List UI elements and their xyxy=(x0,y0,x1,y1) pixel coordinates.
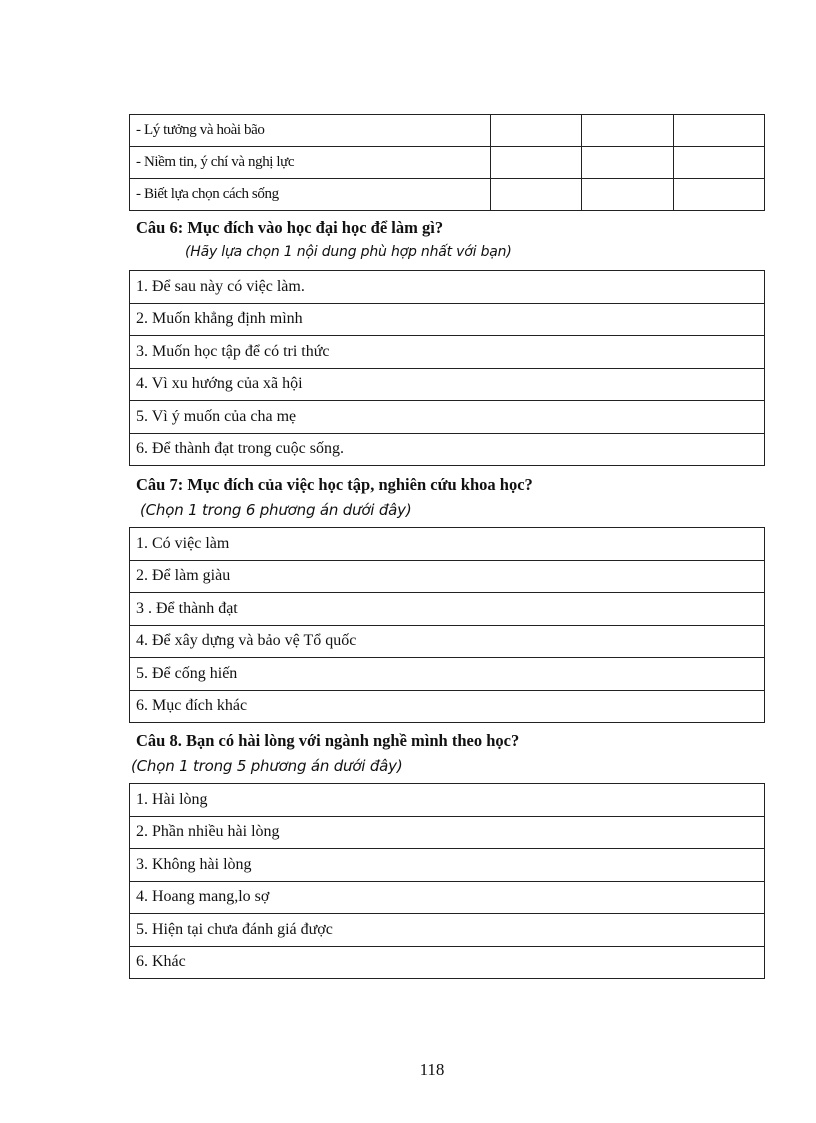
question-6-options xyxy=(129,270,765,466)
option-row xyxy=(130,816,765,849)
table-row xyxy=(130,115,765,147)
option-text: 6. Mục đích khác xyxy=(130,690,765,723)
option-text: 1. Có việc làm xyxy=(130,528,765,561)
option-text: 6. Để thành đạt trong cuộc sống. xyxy=(130,433,765,466)
option-text: 4. Để xây dựng và bảo vệ Tổ quốc xyxy=(130,625,765,658)
rating-cell xyxy=(582,115,673,147)
option-row xyxy=(130,784,765,817)
row-label: - Niềm tin, ý chí và nghị lực xyxy=(130,147,491,179)
assessment-table xyxy=(129,114,765,211)
row-label: - Lý tưởng và hoài bão xyxy=(130,115,491,147)
option-row xyxy=(130,433,765,466)
option-text: 4. Hoang mang,lo sợ xyxy=(130,881,765,914)
option-row xyxy=(130,658,765,691)
option-text: 1. Để sau này có việc làm. xyxy=(130,271,765,304)
page-number: 118 xyxy=(419,1060,445,1079)
rating-cell xyxy=(490,179,581,211)
option-row xyxy=(130,914,765,947)
option-row xyxy=(130,368,765,401)
option-row xyxy=(130,271,765,304)
option-text: 1. Hài lòng xyxy=(130,784,765,817)
question-8-options xyxy=(129,783,765,979)
question-8-hint: (Chọn 1 trong 5 phương án dưới đây) xyxy=(131,757,403,775)
question-6-title: Câu 6: Mục đích vào học đại học để làm gì? xyxy=(136,218,444,237)
question-8-title: Câu 8. Bạn có hài lòng với ngành nghề mình theo học? xyxy=(136,731,520,750)
option-text: 5. Vì ý muốn của cha mẹ xyxy=(130,401,765,434)
rating-cell xyxy=(490,147,581,179)
option-text: 3. Không hài lòng xyxy=(130,849,765,882)
question-7-hint: (Chọn 1 trong 6 phương án dưới đây) xyxy=(140,501,412,519)
option-row xyxy=(130,336,765,369)
option-text: 2. Để làm giàu xyxy=(130,560,765,593)
question-7-options xyxy=(129,527,765,723)
option-text: 2. Muốn khẳng định mình xyxy=(130,303,765,336)
rating-cell xyxy=(490,115,581,147)
option-text: 3. Muốn học tập để có tri thức xyxy=(130,336,765,369)
option-row xyxy=(130,690,765,723)
rating-cell xyxy=(673,179,764,211)
option-row xyxy=(130,881,765,914)
rating-cell xyxy=(673,115,764,147)
option-text: 4. Vì xu hướng của xã hội xyxy=(130,368,765,401)
option-text: 5. Hiện tại chưa đánh giá được xyxy=(130,914,765,947)
rating-cell xyxy=(582,147,673,179)
option-row xyxy=(130,625,765,658)
option-row xyxy=(130,303,765,336)
option-text: 3 . Để thành đạt xyxy=(130,593,765,626)
option-row xyxy=(130,849,765,882)
option-row xyxy=(130,946,765,979)
table-row xyxy=(130,147,765,179)
option-row xyxy=(130,528,765,561)
question-6-hint: (Hãy lựa chọn 1 nội dung phù hợp nhất với bạn) xyxy=(185,244,512,260)
rating-cell xyxy=(673,147,764,179)
option-text: 6. Khác xyxy=(130,946,765,979)
option-row xyxy=(130,560,765,593)
option-text: 2. Phần nhiều hài lòng xyxy=(130,816,765,849)
rating-cell xyxy=(582,179,673,211)
question-7-title: Câu 7: Mục đích của việc học tập, nghiên cứu khoa học? xyxy=(136,475,533,494)
option-text: 5. Để cống hiến xyxy=(130,658,765,691)
table-row xyxy=(130,179,765,211)
row-label: - Biết lựa chọn cách sống xyxy=(130,179,491,211)
option-row xyxy=(130,593,765,626)
option-row xyxy=(130,401,765,434)
